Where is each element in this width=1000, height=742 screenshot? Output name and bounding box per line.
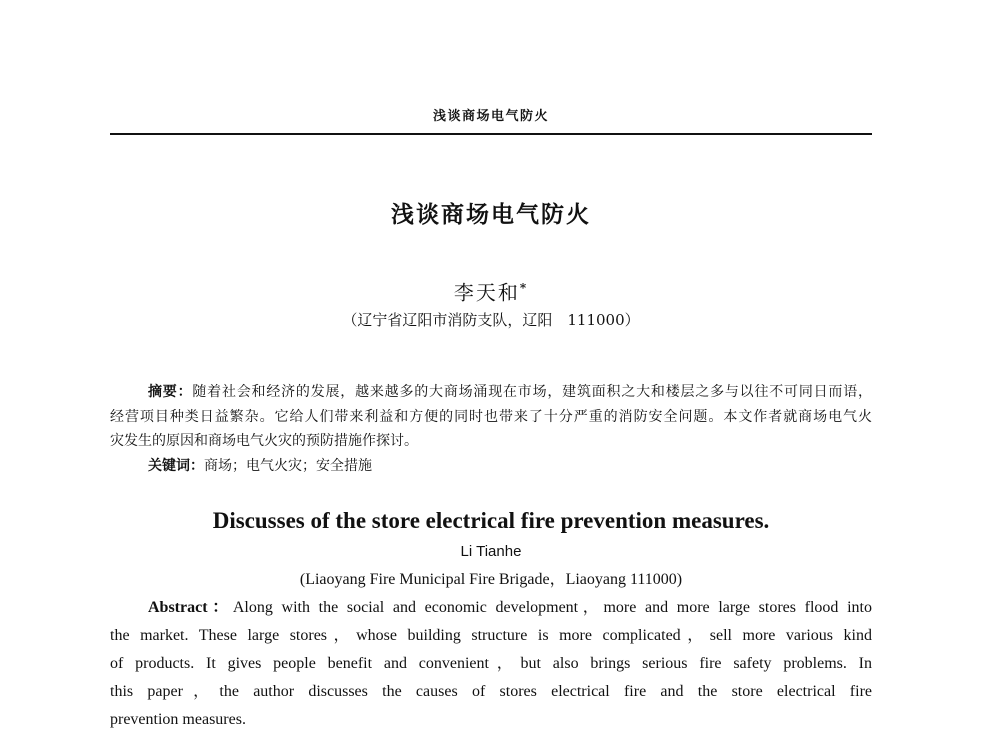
- abstract-zh-label: 摘要：: [148, 384, 193, 400]
- keywords-zh-label: 关键词：: [148, 458, 204, 474]
- author-zh: [110, 276, 872, 305]
- author-footnote-mark: *: [519, 281, 529, 295]
- author-en: Li Tianhe: [460, 543, 522, 560]
- paper-title-en: Discusses of the store electrical fire prevention measures.: [212, 508, 770, 533]
- author-name-zh: 李天和: [453, 280, 520, 305]
- paper-title-zh: 浅谈商场电气防火: [391, 201, 591, 228]
- abstract-en-line: prevention measures.: [110, 711, 246, 728]
- abstract-en-text: Along with the social and economic development，more and more large stores flood into: [232, 599, 872, 616]
- running-header: 浅谈商场电气防火: [432, 109, 549, 124]
- abstract-en-label: Abstract：: [148, 599, 233, 616]
- abstract-en-line: the market. These large stores，whose building structure is more complicated，sell more various kind: [110, 627, 872, 644]
- abstract-zh-line: 灾发生的原因和商场电气火灾的预防措施作探讨。: [110, 433, 418, 449]
- keywords-zh: [148, 457, 872, 475]
- abstract-zh-line: 经营项目种类日益繁杂。它给人们带来利益和方便的同时也带来了十分严重的消防安全问题。本文作者就商场电气火: [110, 409, 872, 425]
- header-rule: [110, 133, 872, 135]
- affiliation-zh: （辽宁省辽阳市消防支队，辽阳 111000）: [342, 311, 640, 329]
- abstract-en-line: of products. It gives people benefit and convenient，but also brings serious fire safety problems. In: [110, 655, 872, 672]
- abstract-en-line: [148, 598, 872, 618]
- abstract-zh-text: 随着社会和经济的发展，越来越多的大商场涌现在市场，建筑面积之大和楼层之多与以往不可同日而语，: [192, 384, 872, 400]
- abstract-en-line: this paper，the author discusses the causes of stores electrical fire and the store electrical fire: [110, 683, 872, 700]
- affiliation-en: (Liaoyang Fire Municipal Fire Brigade，Liaoyang 111000): [299, 571, 683, 588]
- abstract-zh-line: [148, 383, 872, 401]
- keywords-zh-text: 商场；电气火灾；安全措施: [204, 458, 372, 474]
